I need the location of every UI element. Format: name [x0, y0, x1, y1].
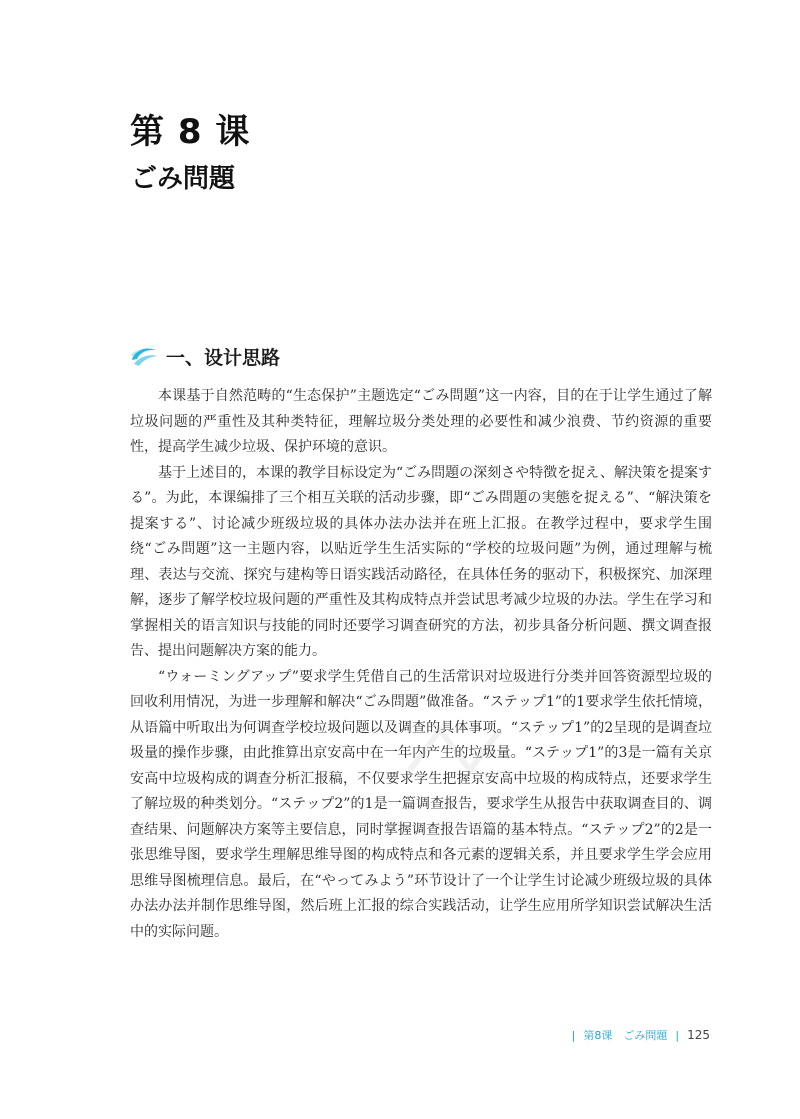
paragraph: “ウォーミングアップ”要求学生凭借自己的生活常识对垃圾进行分类并回答资源型垃圾的回收利用情况，为进一步理解和解决“ごみ問題”做准备。“ステップ1”的1要求学生依托情境，从语篇中听取出为何调查学校垃圾问题以及调查的具体事项。“ステップ1”的2呈现的是调查垃圾量的操作步骤，由此推算出京安高中在一年内产生的垃圾量。“ステップ1”的3是一篇有关京安高中垃圾构成的调查分析汇报稿，不仅要求学生把握京安高中垃圾的构成特点，还要求学生了解垃圾的种类划分。“ステップ2”的1是一篇调查报告，要求学生从报告中获取调查目的、调查结果、问题解决方案等主要信息，同时掌握调查报告语篇的基本特点。“ステップ2”的2是一张思维导图，要求学生理解思维导图的构成特点和各元素的逻辑关系，并且要求学生学会应用思维导图梳理信息。最后，在“やってみよう”环节设计了一个让学生讨论减少班级垃圾的具体办法办法并制作思维导图，然后班上汇报的综合实践活动，让学生应用所学知识尝试解决生活中的实际问题。 [130, 668, 712, 940]
lesson-title: ごみ問題 [131, 164, 236, 194]
swirl-bullet-icon [128, 342, 160, 370]
running-title: 第8课 ごみ問題 [583, 1029, 668, 1042]
section-heading [128, 342, 280, 370]
page-number: 125 [687, 1028, 710, 1042]
body-text [130, 384, 712, 945]
divider: | [675, 1028, 680, 1042]
paragraph: 基于上述目的，本课的教学目标设定为“ごみ問題の深刻さや特徴を捉え、解決策を提案する”。为此，本课编排了三个相互关联的活动步骤，即“ごみ問題の実態を捉える”、“解決策を提案する”、讨论减少班级垃圾的具体办法办法并在班上汇报。在教学过程中，要求学生围绕“ごみ問題”这一主题内容，以贴近学生生活实际的“学校的垃圾问题”为例，通过理解与梳理、表达与交流、探究与建构等日语实践活动路径，在具体任务的驱动下，积极探究、加深理解，逐步了解学校垃圾问题的严重性及其构成特点并尝试思考减少垃圾的办法。学生在学习和掌握相关的语言知识与技能的同时还要学习调查研究的方法，初步具备分析问题、撰文调查报告、提出问题解决方案的能力。 [130, 464, 712, 659]
page-footer [572, 1027, 710, 1043]
paragraph: 本课基于自然范畴的“生态保护”主题选定“ごみ問題”这一内容，目的在于让学生通过了解垃圾问题的严重性及其种类特征，理解垃圾分类处理的必要性和减少浪费、节约资源的重要性，提高学生减少垃圾、保护环境的意识。 [130, 388, 712, 455]
divider: | [571, 1028, 576, 1042]
section-title: 一、设计思路 [166, 346, 281, 369]
lesson-number: 第 8 课 [130, 112, 251, 152]
